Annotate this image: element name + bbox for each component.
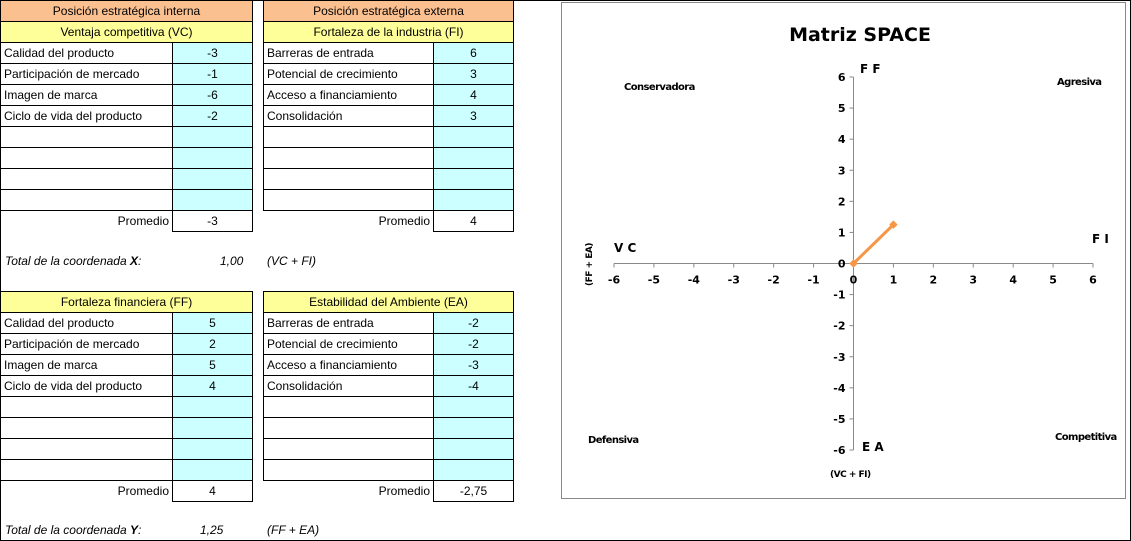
table-row — [264, 355, 514, 376]
table-row — [264, 148, 514, 169]
score-cell[interactable] — [173, 190, 253, 211]
axis-label-ff: F F — [860, 62, 881, 76]
table-header: Posición estratégica externa — [264, 1, 514, 22]
table-row — [264, 169, 514, 190]
table-row — [1, 397, 253, 418]
x-tick-label: -5 — [647, 273, 661, 287]
x-tick-label: -3 — [727, 273, 740, 287]
factor-cell[interactable]: Imagen de marca — [1, 85, 173, 106]
factor-cell[interactable]: Barreras de entrada — [264, 313, 434, 334]
score-cell[interactable]: -4 — [434, 376, 514, 397]
table-subheader[interactable]: Fortaleza financiera (FF) — [1, 292, 253, 313]
table-row — [1, 334, 253, 355]
table-row — [1, 148, 253, 169]
table-row — [1, 460, 253, 481]
factor-cell[interactable] — [264, 460, 434, 481]
x-tick-label: 3 — [969, 273, 978, 287]
score-cell[interactable]: -3 — [434, 355, 514, 376]
y-axis-title: (FF + EA) — [585, 243, 595, 286]
average-label: Promedio — [378, 484, 430, 499]
factor-cell[interactable] — [1, 397, 173, 418]
quadrant-conservadora: Conservadora — [624, 82, 695, 93]
score-cell[interactable] — [434, 460, 514, 481]
score-table — [0, 291, 253, 502]
score-cell[interactable] — [434, 190, 514, 211]
score-cell[interactable]: 5 — [173, 313, 253, 334]
table-row — [264, 64, 514, 85]
average-label: Promedio — [378, 214, 430, 229]
y-tick-label: 5 — [837, 102, 846, 116]
score-cell[interactable] — [434, 439, 514, 460]
score-cell[interactable]: 6 — [434, 43, 514, 64]
axis-label-fi: F I — [1092, 232, 1109, 246]
score-cell[interactable] — [173, 397, 253, 418]
score-cell[interactable] — [173, 460, 253, 481]
quadrant-defensiva: Defensiva — [588, 435, 639, 446]
score-cell[interactable] — [173, 127, 253, 148]
factor-cell[interactable] — [1, 460, 173, 481]
score-cell[interactable]: 2 — [173, 334, 253, 355]
score-cell[interactable] — [434, 397, 514, 418]
table-row — [1, 355, 253, 376]
factor-cell[interactable]: Acceso a financiamiento — [264, 355, 434, 376]
score-cell[interactable]: -2 — [173, 106, 253, 127]
table-header: Posición estratégica interna — [1, 1, 253, 22]
factor-cell[interactable]: Consolidación — [264, 106, 434, 127]
factor-cell[interactable] — [264, 169, 434, 190]
series-line — [854, 225, 894, 264]
factor-cell[interactable] — [264, 418, 434, 439]
table-row — [264, 439, 514, 460]
table-row — [1, 106, 253, 127]
table-row — [1, 169, 253, 190]
factor-cell[interactable]: Imagen de marca — [1, 355, 173, 376]
score-cell[interactable] — [173, 418, 253, 439]
factor-cell[interactable] — [1, 190, 173, 211]
table-subheader[interactable]: Fortaleza de la industria (FI) — [264, 22, 514, 43]
table-row — [264, 376, 514, 397]
factor-cell[interactable]: Ciclo de vida del producto — [1, 106, 173, 127]
score-cell[interactable]: -6 — [173, 85, 253, 106]
factor-cell[interactable]: Participación de mercado — [1, 64, 173, 85]
factor-cell[interactable]: Participación de mercado — [1, 334, 173, 355]
table-row — [1, 64, 253, 85]
chart-svg — [562, 3, 1125, 498]
axis-label-ea: E A — [862, 440, 884, 454]
total-y-value: 1,25 — [200, 523, 224, 537]
x-tick-label: 1 — [889, 273, 898, 287]
table-subheader[interactable]: Estabilidad del Ambiente (EA) — [264, 292, 514, 313]
total-x-value: 1,00 — [220, 254, 244, 268]
factor-cell[interactable] — [264, 439, 434, 460]
x-tick-label: 4 — [1009, 273, 1017, 287]
factor-cell[interactable]: Potencial de crecimiento — [264, 64, 434, 85]
table-row — [1, 85, 253, 106]
y-tick-label: -2 — [833, 319, 846, 333]
average-value: 4 — [434, 211, 514, 232]
table-row — [1, 127, 253, 148]
table-row — [264, 43, 514, 64]
y-tick-label: -5 — [833, 412, 846, 426]
score-cell[interactable] — [173, 148, 253, 169]
score-cell[interactable]: 3 — [434, 64, 514, 85]
average-label: Promedio — [117, 214, 169, 229]
table-row — [1, 43, 253, 64]
score-cell[interactable]: 5 — [173, 355, 253, 376]
score-cell[interactable]: 4 — [173, 376, 253, 397]
x-axis-title: (VC + FI) — [830, 470, 871, 480]
score-cell[interactable]: -2 — [434, 334, 514, 355]
total-x-label: Total de la coordenada X: — [5, 254, 142, 268]
score-cell[interactable]: 3 — [434, 106, 514, 127]
factor-cell[interactable]: Calidad del producto — [1, 313, 173, 334]
average-value: -2,75 — [434, 481, 514, 502]
table-row — [264, 190, 514, 211]
factor-cell[interactable]: Potencial de crecimiento — [264, 334, 434, 355]
x-tick-label: -6 — [607, 273, 621, 287]
y-tick-label: -4 — [833, 381, 846, 395]
y-tick-label: -6 — [833, 444, 846, 457]
factor-cell[interactable] — [1, 148, 173, 169]
y-tick-label: 3 — [837, 164, 846, 178]
space-matrix-chart[interactable] — [561, 2, 1126, 499]
score-cell[interactable]: -1 — [173, 64, 253, 85]
score-cell[interactable]: -2 — [434, 313, 514, 334]
y-tick-label: 0 — [837, 257, 846, 271]
table-row — [264, 313, 514, 334]
score-cell[interactable]: -3 — [173, 43, 253, 64]
score-cell[interactable] — [173, 439, 253, 460]
factor-cell[interactable] — [1, 439, 173, 460]
y-tick-label: -3 — [833, 350, 846, 364]
x-tick-label: 2 — [929, 273, 938, 287]
table-row — [264, 106, 514, 127]
factor-cell[interactable]: Calidad del producto — [1, 43, 173, 64]
total-y-label: Total de la coordenada Y: — [5, 523, 142, 537]
x-tick-label: 5 — [1049, 273, 1057, 287]
table-subheader[interactable]: Ventaja competitiva (VC) — [1, 22, 253, 43]
y-tick-label: 2 — [837, 195, 846, 209]
factor-cell[interactable]: Ciclo de vida del producto — [1, 376, 173, 397]
average-value: 4 — [173, 481, 253, 502]
total-y-formula: (FF + EA) — [267, 523, 320, 537]
factor-cell[interactable] — [264, 148, 434, 169]
y-tick-label: -1 — [833, 288, 846, 302]
factor-cell[interactable] — [1, 169, 173, 190]
table-row — [1, 439, 253, 460]
axis-label-vc: V C — [614, 241, 637, 255]
y-tick-label: 1 — [837, 226, 846, 240]
table-row — [1, 313, 253, 334]
table-row — [1, 418, 253, 439]
y-tick-label: 4 — [837, 133, 846, 147]
factor-cell[interactable]: Barreras de entrada — [264, 43, 434, 64]
x-tick-label: -2 — [767, 273, 780, 287]
factor-cell[interactable] — [264, 127, 434, 148]
y-tick-label: 6 — [837, 71, 846, 84]
table-row — [264, 418, 514, 439]
x-tick-label: -4 — [687, 273, 700, 287]
score-cell[interactable] — [434, 169, 514, 190]
quadrant-agresiva: Agresiva — [1057, 77, 1102, 88]
table-row — [264, 334, 514, 355]
score-table — [263, 0, 514, 232]
score-table — [0, 0, 253, 232]
score-cell[interactable] — [173, 169, 253, 190]
score-cell[interactable] — [434, 127, 514, 148]
factor-cell[interactable]: Acceso a financiamiento — [264, 85, 434, 106]
average-label: Promedio — [117, 484, 169, 499]
factor-cell[interactable] — [264, 190, 434, 211]
table-row — [1, 190, 253, 211]
factor-cell[interactable]: Consolidación — [264, 376, 434, 397]
score-cell[interactable] — [434, 148, 514, 169]
table-row — [264, 460, 514, 481]
x-tick-label: 0 — [849, 273, 858, 287]
score-table — [263, 291, 514, 502]
x-tick-label: -1 — [807, 273, 820, 287]
table-row — [264, 127, 514, 148]
score-cell[interactable]: 4 — [434, 85, 514, 106]
factor-cell[interactable] — [1, 127, 173, 148]
factor-cell[interactable] — [1, 418, 173, 439]
quadrant-competitiva: Competitiva — [1055, 432, 1117, 443]
factor-cell[interactable] — [264, 397, 434, 418]
table-row — [264, 85, 514, 106]
table-row — [1, 376, 253, 397]
total-x-formula: (VC + FI) — [267, 254, 317, 268]
chart-title: Matriz SPACE — [789, 24, 931, 46]
x-tick-label: 6 — [1089, 273, 1097, 287]
score-cell[interactable] — [434, 418, 514, 439]
table-row — [264, 397, 514, 418]
average-value: -3 — [173, 211, 253, 232]
